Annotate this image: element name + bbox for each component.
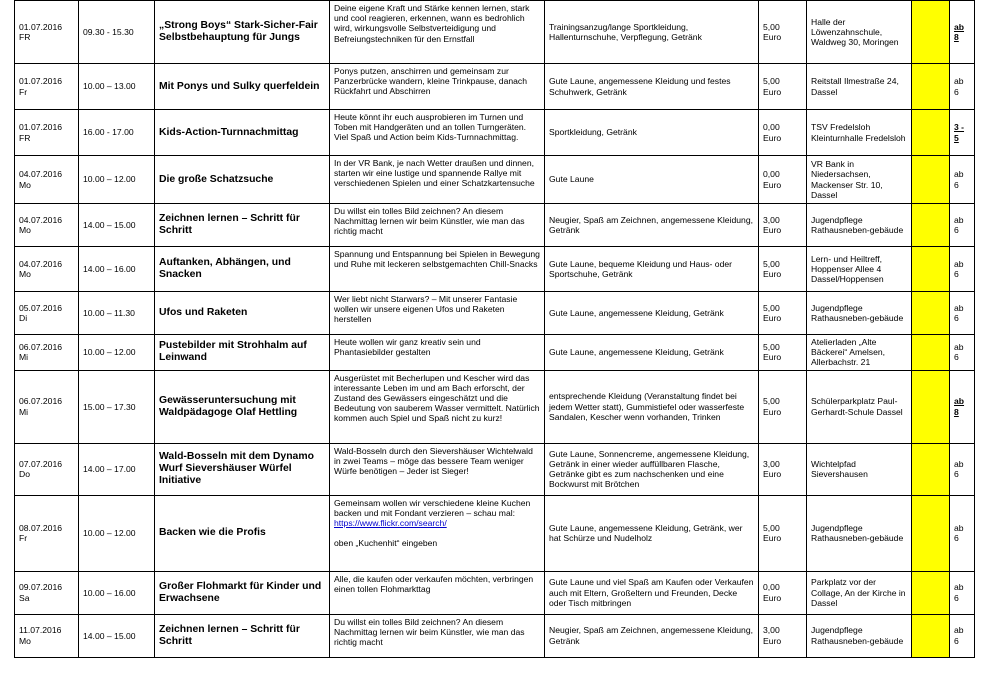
time-cell [79,110,155,156]
age-cell [950,571,975,614]
bring-cell [545,495,759,571]
table-row [15,1,975,64]
event-date: 05.07.2016 [19,302,63,313]
event-place: Parkplatz vor der Collage, An der Kirche in Dassel [811,577,906,608]
time-cell [79,247,155,292]
event-time: 14.00 – 16.00 [83,263,136,274]
event-title: Großer Flohmarkt für Kinder und Erwachsene [159,580,322,604]
event-time: 15.00 – 17.30 [83,401,136,412]
event-price: 0,00 [763,169,780,180]
date-cell [15,335,79,371]
event-time: 14.00 – 17.00 [83,464,136,474]
schedule-body [15,1,975,658]
event-place: VR Bank in Niedersachsen, Mackenser Str. 10, Dassel [811,159,883,200]
time-cell [79,495,155,571]
description-cell [330,292,545,335]
event-weekday: Mi [19,352,29,363]
event-bring: Gute Laune und viel Spaß am Kaufen oder Verkaufen auch mit Eltern, Großeltern und Freunden, Decke oder Tisch mitbringen [549,577,754,608]
event-price: 5,00 [763,21,780,32]
event-title: Zeichnen lernen – Schritt für Schritt [159,623,300,647]
event-place: Wichtelpfad Sievershausen [811,458,868,480]
event-time: 10.00 – 12.00 [83,347,136,358]
event-place: Lern- und Heiltreff, Hoppenser Allee 4 Dassel/Hoppensen [811,253,884,285]
time-cell [79,335,155,371]
event-place: Halle der Löwenzahnschule, Waldweg 30, Moringen [811,16,899,48]
price-cell [759,1,807,64]
event-age: 3 - 5 [954,122,965,143]
time-cell [79,292,155,335]
event-price: 3,00 [763,214,780,225]
date-cell [15,156,79,204]
event-place: Jugendpflege Rathausneben-gebäude [811,625,904,646]
date-cell [15,247,79,292]
event-age: ab 6 [954,76,964,97]
description-cell [330,370,545,443]
table-row [15,110,975,156]
description-cell [330,571,545,614]
date-cell [15,292,79,335]
event-currency: Euro [763,635,782,646]
age-cell [950,204,975,247]
highlight-cell [912,495,950,571]
time-cell [79,370,155,443]
date-cell [15,443,79,495]
event-currency: Euro [763,313,782,323]
description-cell [330,156,545,204]
event-currency: Euro [763,179,782,190]
event-description: Ausgerüstet mit Becherlupen und Kescher wird das interessante Leben im und am Bach erforscht, der Zustand des Gewässers eingeschätzt und die Bedeutung von sauberem Wasser vermittelt. Natürlich kommen auch Spiel und Spaß nicht zu kurz! [334,372,540,424]
event-title: Zeichnen lernen – Schritt für Schritt [159,213,300,236]
event-date: 04.07.2016 [19,258,63,269]
event-weekday: Fr [19,86,28,97]
event-description: Ponys putzen, anschirren und gemeinsam zur Panzerbrücke wandern, kleine Trinkpause, danach Rückfahrt und Abschirren [334,66,527,97]
title-cell [155,204,330,247]
event-description: In der VR Bank, je nach Wetter draußen und dinnen, starten wir eine lustige und spannende Rallye mit verschiedenen Spielen und einer Schatzkartensuche [334,158,535,189]
event-currency: Euro [763,32,782,42]
event-time: 10.00 – 16.00 [83,587,136,598]
event-bring: Neugier, Spaß am Zeichnen, angemessene Kleidung, Getränk [549,625,753,646]
event-date: 01.07.2016 [19,122,63,133]
event-title: Wald-Bosseln mit dem Dynamo Wurf Sievershäuser Würfel Initiative [159,451,314,487]
place-cell [807,1,912,64]
event-title: Gewässeruntersuchung mit Waldpädagoge Olaf Hettling [159,394,298,418]
time-cell [79,64,155,110]
event-age: ab 6 [954,522,964,544]
title-cell [155,443,330,495]
event-weekday: FR [19,132,31,143]
event-currency: Euro [763,592,782,603]
event-place: Atelierladen „Alte Bäckerei“ Amelsen, Allerbachstr. 21 [811,337,886,368]
age-cell [950,370,975,443]
title-cell [155,292,330,335]
event-weekday: Mo [19,269,31,279]
event-description: Heute könnt ihr euch ausprobieren im Turnen und Toben mit Handgeräten und an tollen Turngeräten. Viel Spaß und Action beim Kids-Turnnachmittag. [334,112,527,143]
price-cell [759,571,807,614]
event-weekday: Di [19,313,28,323]
event-currency: Euro [763,225,782,235]
event-price: 3,00 [763,458,780,469]
description-cell [330,335,545,371]
bring-cell [545,292,759,335]
event-description-note: oben „Kuchenhit“ eingeben [334,538,438,549]
date-cell [15,110,79,156]
table-row [15,370,975,443]
time-cell [79,571,155,614]
table-row [15,571,975,614]
price-cell [759,156,807,204]
event-title: Mit Ponys und Sulky querfeldein [159,80,320,92]
event-currency: Euro [763,406,782,417]
title-cell [155,614,330,657]
description-cell [330,110,545,156]
event-bring: Sportkleidung, Getränk [549,127,637,138]
event-price: 5,00 [763,396,780,407]
event-title: Die große Schatzsuche [159,173,274,185]
age-cell [950,156,975,204]
place-cell [807,247,912,292]
highlight-cell [912,443,950,495]
highlight-cell [912,571,950,614]
bring-cell [545,64,759,110]
event-age: ab 6 [954,342,964,363]
event-description: Deine eigene Kraft und Stärke kennen lernen, stark und cool reagieren, erkennen, wann es bedrohlich wird, wirkungsvolle Selbstverteidigung und Befreiungstechniken für den Ernstfall [334,3,530,44]
event-title: Backen wie die Profis [159,527,266,539]
title-cell [155,156,330,204]
event-description: Spannung und Entspannung bei Spielen in Bewegung und Ruhe mit leckeren selbstgemachten Chill-Snacks [334,249,540,270]
title-cell [155,335,330,371]
event-price: 5,00 [763,258,780,269]
highlight-cell [912,292,950,335]
bring-cell [545,571,759,614]
title-cell [155,64,330,110]
event-currency: Euro [763,86,782,97]
event-date: 01.07.2016 [19,21,63,32]
highlight-cell [912,64,950,110]
age-cell [950,64,975,110]
event-description: Heute wollen wir ganz kreativ sein und Phantasiebilder gestalten [334,337,481,358]
price-cell [759,110,807,156]
place-cell [807,156,912,204]
time-cell [79,443,155,495]
event-age: ab 6 [954,214,964,235]
table-row [15,247,975,292]
event-price: 3,00 [763,625,780,636]
bring-cell [545,204,759,247]
description-cell [330,443,545,495]
description-cell [330,64,545,110]
highlight-cell [912,247,950,292]
event-age: ab 6 [954,302,964,323]
event-price: 0,00 [763,122,780,133]
event-description: Gemeinsam wollen wir verschiedene kleine Kuchen backen und mit Fondant verzieren – schau mal: [334,497,531,518]
event-bring: Gute Laune, angemessene Kleidung, Getränk [549,307,724,318]
event-place: Schülerparkplatz Paul-Gerhardt-Schule Dassel [811,396,903,417]
date-cell [15,64,79,110]
price-cell [759,292,807,335]
date-cell [15,204,79,247]
event-title: Pustebilder mit Strohhalm auf Leinwand [159,340,307,364]
age-cell [950,335,975,371]
time-cell [79,204,155,247]
bring-cell [545,614,759,657]
event-currency: Euro [763,533,782,544]
flickr-link[interactable]: https://www.flickr.com/search/ [334,518,447,529]
event-date: 09.07.2016 [19,582,63,593]
event-age: ab 6 [954,258,964,279]
event-date: 06.07.2016 [19,396,63,407]
bring-cell [545,247,759,292]
table-row [15,156,975,204]
event-time: 09.30 - 15.30 [83,26,134,37]
highlight-cell [912,614,950,657]
place-cell [807,571,912,614]
table-row [15,614,975,657]
event-bring: Neugier, Spaß am Zeichnen, angemessene Kleidung, Getränk [549,214,753,235]
event-time: 10.00 – 11.30 [83,307,135,318]
event-weekday: Do [19,469,30,480]
event-place: TSV Fredelsloh Kleinturnhalle Fredelsloh [811,122,906,143]
price-cell [759,495,807,571]
table-row [15,495,975,571]
price-cell [759,370,807,443]
event-age: ab 8 [954,396,965,417]
place-cell [807,292,912,335]
event-date: 01.07.2016 [19,76,63,87]
date-cell [15,571,79,614]
event-bring: Gute Laune, bequeme Kleidung und Haus- oder Sportschuhe, Getränk [549,258,732,279]
highlight-cell [912,110,950,156]
price-cell [759,247,807,292]
event-weekday: Sa [19,592,30,603]
table-row [15,443,975,495]
event-date: 04.07.2016 [19,169,63,180]
title-cell [155,370,330,443]
event-date: 04.07.2016 [19,214,63,225]
table-row [15,204,975,247]
event-time: 10.00 – 13.00 [83,81,136,92]
event-place: Jugendpflege Rathausneben-gebäude [811,522,904,544]
bring-cell [545,1,759,64]
event-date: 11.07.2016 [19,625,62,636]
bring-cell [545,156,759,204]
event-time: 16.00 - 17.00 [83,127,134,138]
time-cell [79,156,155,204]
place-cell [807,110,912,156]
title-cell [155,110,330,156]
event-time: 14.00 – 15.00 [83,219,136,230]
event-age: ab 6 [954,169,964,190]
event-bring: Gute Laune, angemessene Kleidung, Getränk [549,347,724,358]
age-cell [950,1,975,64]
bring-cell [545,370,759,443]
description-cell [330,1,545,64]
event-place: Jugendpflege Rathausneben-gebäude [811,214,904,235]
bring-cell [545,443,759,495]
event-currency: Euro [763,469,782,480]
event-weekday: FR [19,32,31,42]
event-currency: Euro [763,269,782,279]
description-cell [330,204,545,247]
place-cell [807,495,912,571]
event-title: Kids-Action-Turnnachmittag [159,126,299,138]
price-cell [759,335,807,371]
time-cell [79,614,155,657]
event-bring: Gute Laune, angemessene Kleidung, Getränk, wer hat Schürze und Nudelholz [549,522,743,544]
event-place: Reitstall Ilmestraße 24, Dassel [811,76,899,97]
event-time: 10.00 – 12.00 [83,528,136,538]
event-price: 5,00 [763,302,780,313]
event-weekday: Fr [19,533,28,544]
event-date: 08.07.2016 [19,522,63,533]
age-cell [950,614,975,657]
place-cell [807,204,912,247]
event-currency: Euro [763,132,782,143]
bring-cell [545,110,759,156]
event-weekday: Mo [19,179,31,190]
event-age: ab 6 [954,625,964,646]
price-cell [759,443,807,495]
highlight-cell [912,1,950,64]
place-cell [807,335,912,371]
date-cell [15,614,79,657]
event-weekday: Mo [19,225,31,235]
event-time: 10.00 – 12.00 [83,174,136,185]
event-bring: entsprechende Kleidung (Veranstaltung findet bei jedem Wetter statt), Gummistiefel oder wasserfeste Sandalen, Kescher wenn vorhanden, Trinken [549,391,745,422]
title-cell [155,247,330,292]
event-weekday: Mo [19,635,31,646]
event-time: 14.00 – 15.00 [83,630,136,641]
event-age: ab 6 [954,458,964,480]
event-place: Jugendpflege Rathausneben-gebäude [811,302,904,323]
table-row [15,292,975,335]
description-cell [330,247,545,292]
table-row [15,64,975,110]
event-price: 5,00 [763,76,780,87]
title-cell [155,1,330,64]
place-cell [807,443,912,495]
event-title: Auftanken, Abhängen, und Snacken [159,257,291,280]
place-cell [807,64,912,110]
price-cell [759,64,807,110]
event-description: Du willst ein tolles Bild zeichnen? An diesem Nachmittag lernen wir beim Künstler, wie man das richtig macht [334,616,525,648]
price-cell [759,204,807,247]
event-weekday: Mi [19,406,29,417]
event-description: Wer liebt nicht Starwars? – Mit unserer Fantasie wollen wir unsere eigenen Ufos und Raketen herstellen [334,294,518,325]
date-cell [15,1,79,64]
event-age: ab 6 [954,582,964,603]
event-date: 06.07.2016 [19,342,63,353]
date-cell [15,495,79,571]
price-cell [759,614,807,657]
schedule-table [14,0,975,658]
highlight-cell [912,370,950,443]
description-cell [330,614,545,657]
event-bring: Gute Laune, Sonnencreme, angemessene Kleidung, Getränk in einer wieder auffüllbaren Flasche, Getränke gibt es zum nachschenken und eine Bockwurst mit Brötchen [549,448,750,490]
highlight-cell [912,156,950,204]
age-cell [950,292,975,335]
title-cell [155,495,330,571]
event-description: Du willst ein tolles Bild zeichnen? An diesem Nachmittag lernen wir beim Künstler, wie man das richtig macht [334,206,525,237]
place-cell [807,614,912,657]
event-date: 07.07.2016 [19,458,63,469]
age-cell [950,495,975,571]
event-bring: Gute Laune [549,174,594,185]
event-bring: Trainingsanzug/lange Sportkleidung, Hallenturnschuhe, Verpflegung, Getränk [549,21,702,42]
event-bring: Gute Laune, angemessene Kleidung und festes Schuhwerk, Getränk [549,76,731,97]
time-cell [79,1,155,64]
event-description: Wald-Bosseln durch den Sievershäuser Wichtelwald in zwei Teams – möge das bessere Team weniger Würfe benötigen – Jeder ist Sieger! [334,445,533,477]
age-cell [950,443,975,495]
age-cell [950,110,975,156]
table-row [15,335,975,371]
highlight-cell [912,335,950,371]
bring-cell [545,335,759,371]
highlight-cell [912,204,950,247]
event-title: Ufos und Raketen [159,307,248,318]
date-cell [15,370,79,443]
event-title: „Strong Boys“ Stark-Sicher-Fair Selbstbehauptung für Jungs [159,20,318,43]
event-price: 5,00 [763,342,780,353]
event-description: Alle, die kaufen oder verkaufen möchten, verbringen einen tollen Flohmarkttag [334,573,534,594]
age-cell [950,247,975,292]
event-price: 5,00 [763,522,780,533]
event-currency: Euro [763,352,782,363]
title-cell [155,571,330,614]
description-cell [330,495,545,571]
event-price: 0,00 [763,582,780,593]
place-cell [807,370,912,443]
event-age: ab 8 [954,21,965,42]
